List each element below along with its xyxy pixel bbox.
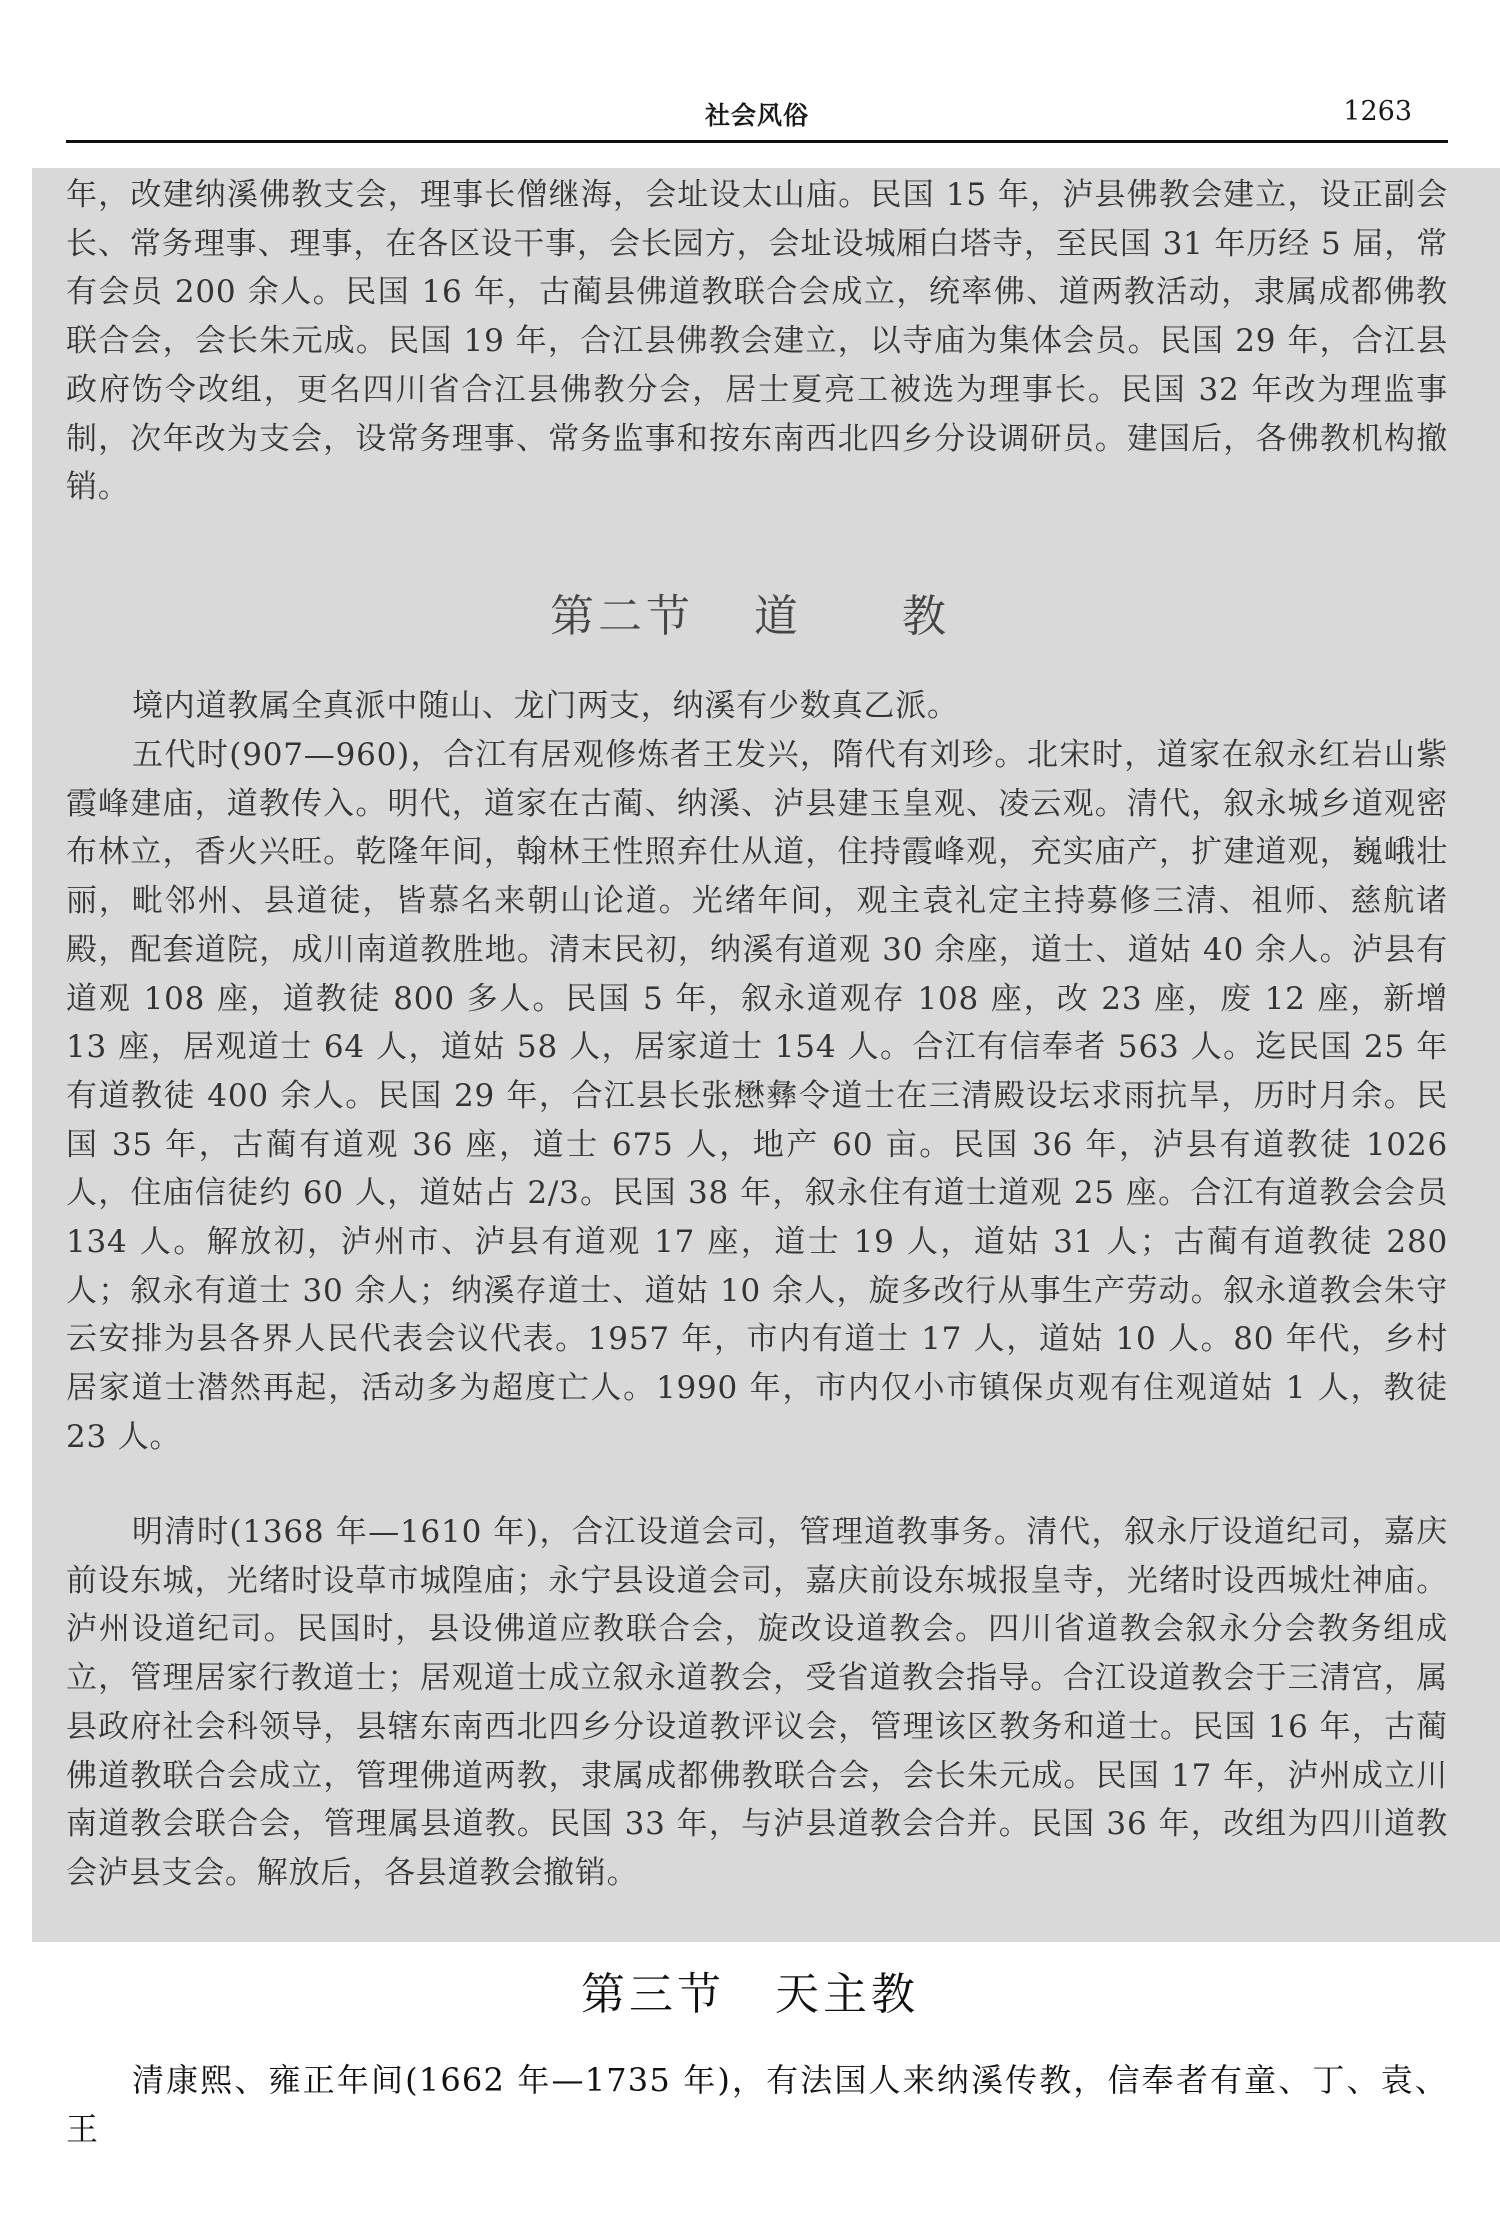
page-header — [66, 96, 1448, 142]
section-name-char: 道 — [754, 591, 802, 642]
section-name-char: 教 — [902, 591, 950, 642]
paragraph-catholicism: 清康熙、雍正年间(1662 年—1735 年)，有法国人来纳溪传教，信奉者有童、丁、袁、王 — [66, 2061, 1448, 2148]
paragraph-taoism-history: 五代时(907—960)，合江有居观修炼者王发兴，隋代有刘珍。北宋时，道家在叙永红岩山紫霞峰建庙，道教传入。明代，道家在古蔺、纳溪、泸县建玉皇观、凌云观。清代，叙永城乡道观密布林立，香火兴旺。乾隆年间，翰林王性照弃仕从道，住持霞峰观，充实庙产，扩建道观，巍峨壮丽，毗邻州、县道徒，皆慕名来朝山论道。光绪年间，观主袁礼定主持募修三清、祖师、慈航诸殿，配套道院，成川南道教胜地。清末民初，纳溪有道观 30 余座，道士、道姑 40 余人。泸县有道观 108 座，道教徒 800 多人。民国 5 年，叙永道观存 108 座，改 23 座，废 12 座，新增 13 座，居观道士 64 人，道姑 58 人，居家道士 154 人。合江有信奉者 563 人。迄民国 25 年有道教徒 400 余人。民国 29 年，合江县长张懋彝令道士在三清殿设坛求雨抗旱，历时月余。民国 35 年，古蔺有道观 36 座，道士 675 人，地产 60 亩。民国 36 年，泸县有道教徒 1026 人，住庙信徒约 60 人，道姑占 2/3。民国 38 年，叙永住有道士道观 25 座。合江有道教会会员 134 人。解放初，泸州市、泸县有道观 17 座，道士 19 人，道姑 31 人；古蔺有道教徒 280 人；叙永有道士 30 余人；纳溪存道士、道姑 10 余人，旋多改行从事生产劳动。叙永道教会朱守云安排为县各界人民代表会议代表。1957 年，市内有道士 17 人，道姑 10 人。80 年代，乡村居家道士潜然再起，活动多为超度亡人。1990 年，市内仅小市镇保贞观有住观道姑 1 人，教徒 23 人。 — [66, 737, 1448, 1455]
paragraph-taoism-organizations: 明清时(1368 年—1610 年)，合江设道会司，管理道教事务。清代，叙永厅设道纪司，嘉庆前设东城，光绪时设草市城隍庙；永宁县设道会司，嘉庆前设东城报皇寺，光绪时设西城灶神庙。泸州设道纪司。民国时，县设佛道应教联合会，旋改设道教会。四川省道教会叙永分会教务组成立，管理居家行教道士；居观道士成立叙永道教会，受省道教会指导。合江设道教会于三清宫，属县政府社会科领导，县辖东南西北四乡分设道教评议会，管理该区教务和道士。民国 16 年，古蔺佛道教联合会成立，管理佛道两教，隶属成都佛教联合会，会长朱元成。民国 17 年，泸州成立川南道教会联合会，管理属县道教。民国 33 年，与泸县道教会合并。民国 36 年，改组为四川道教会泸县支会。解放后，各县道教会撤销。 — [66, 1514, 1448, 1891]
header-rule — [66, 140, 1448, 143]
section-title-taoism — [0, 580, 1500, 644]
paragraph-taoism-intro: 境内道教属全真派中随山、龙门两支，纳溪有少数真乙派。 — [132, 688, 959, 724]
section-name: 天主教 — [775, 1969, 919, 2020]
section-number: 第三节 — [581, 1969, 725, 2020]
running-title: 社会风俗 — [704, 101, 809, 130]
paragraph-buddhism-continued: 年，改建纳溪佛教支会，理事长僧继海，会址设太山庙。民国 15 年，泸县佛教会建立，设正副会长、常务理事、理事，在各区设干事，会长园方，会址设城厢白塔寺，至民国 31 年历经 5 届，常有会员 200 余人。民国 16 年，古蔺县佛道教联合会成立，统率佛、道两教活动，隶属成都佛教联合会，会长朱元成。民国 19 年，合江县佛教会建立，以寺庙为集体会员。民国 29 年，合江县政府饬令改组，更名四川省合江县佛教分会，居士夏亮工被选为理事长。民国 32 年改为理监事制，次年改为支会，设常务理事、常务监事和按东南西北四乡分设调研员。建国后，各佛教机构撤销。 — [66, 177, 1448, 506]
section-title-catholicism — [0, 1958, 1500, 2022]
page-number: 1263 — [1343, 96, 1412, 127]
section-number: 第二节 — [550, 591, 694, 642]
